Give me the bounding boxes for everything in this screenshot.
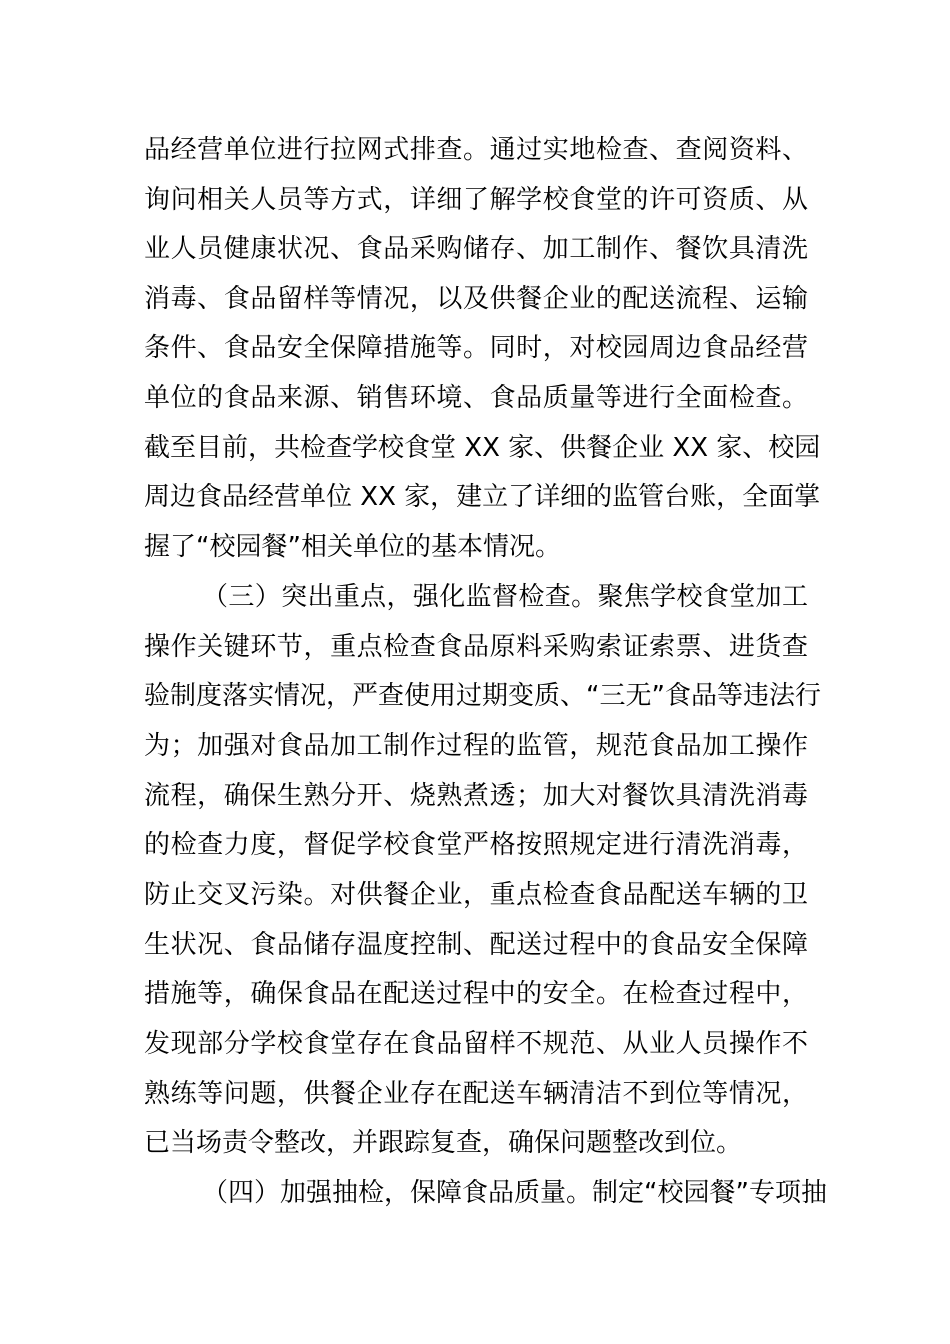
text-line: 已当场责令整改，并跟踪复查，确保问题整改到位。 <box>144 1128 743 1158</box>
text-line: 生状况、食品储存温度控制、配送过程中的食品安全保障 <box>144 930 808 960</box>
text-line: 流程，确保生熟分开、烧熟煮透；加大对餐饮具清洗消毒 <box>144 781 808 811</box>
text-line: 条件、食品安全保障措施等。同时，对校园周边食品经营 <box>144 333 808 363</box>
text-line: 为；加强对食品加工制作过程的监管，规范食品加工操作 <box>144 731 808 761</box>
text-line: 业人员健康状况、食品采购储存、加工制作、餐饮具清洗 <box>144 234 808 264</box>
paragraph-start-line: （四）加强抽检，保障食品质量。制定“校园餐”专项抽 <box>202 1178 827 1208</box>
text-line: 的检查力度，督促学校食堂严格按照规定进行清洗消毒， <box>144 830 808 860</box>
text-line: 验制度落实情况，严查使用过期变质、“三无”食品等违法行 <box>144 681 821 711</box>
text-line: 截至目前，共检查学校食堂 XX 家、供餐企业 XX 家、校园 <box>144 433 821 463</box>
text-line: 周边食品经营单位 XX 家，建立了详细的监管台账，全面掌 <box>144 482 821 512</box>
text-line: 单位的食品来源、销售环境、食品质量等进行全面检查。 <box>144 383 808 413</box>
paragraph-start-line: （三）突出重点，强化监督检查。聚焦学校食堂加工 <box>202 582 808 612</box>
text-line: 熟练等问题，供餐企业存在配送车辆清洁不到位等情况， <box>144 1079 808 1109</box>
text-line: 品经营单位进行拉网式排查。通过实地检查、查阅资料、 <box>144 135 808 165</box>
text-line: 发现部分学校食堂存在食品留样不规范、从业人员操作不 <box>144 1029 808 1059</box>
text-line: 消毒、食品留样等情况，以及供餐企业的配送流程、运输 <box>144 284 808 314</box>
text-line: 措施等，确保食品在配送过程中的安全。在检查过程中， <box>144 979 808 1009</box>
text-line: 防止交叉污染。对供餐企业，重点检查食品配送车辆的卫 <box>144 880 808 910</box>
text-line: 操作关键环节，重点检查食品原料采购索证索票、进货查 <box>144 632 808 662</box>
text-line: 询问相关人员等方式，详细了解学校食堂的许可资质、从 <box>144 185 808 215</box>
text-line: 握了“校园餐”相关单位的基本情况。 <box>144 532 561 562</box>
